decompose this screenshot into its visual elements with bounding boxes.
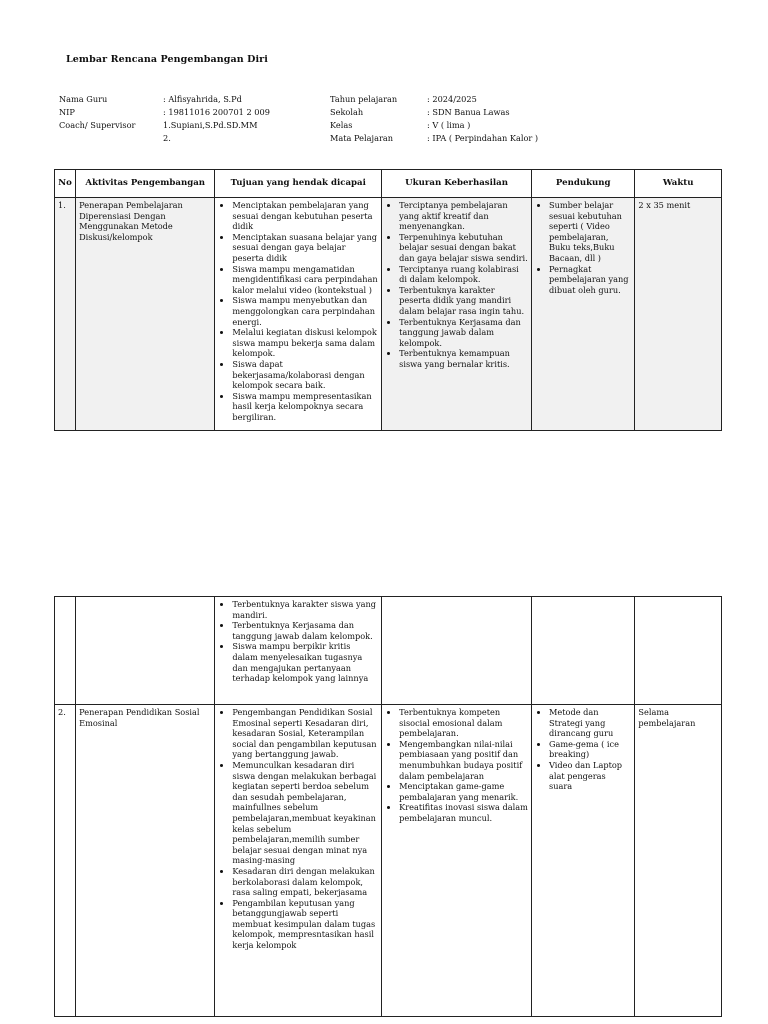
list-item: • Kreatifitas inovasi siswa dalam pembelajaran muncul. — [399, 802, 528, 823]
info-value: 1.Supiani,S.Pd.SD.MM — [163, 120, 258, 130]
list-item: • Siswa mampu mempresentasikan hasil kerja kelompoknya secara bergiliran. — [232, 391, 378, 423]
cell-waktu: 2 x 35 menit — [635, 198, 722, 431]
tujuan-list — [218, 200, 378, 422]
cell-no: 2. — [55, 705, 76, 1017]
table-row — [55, 597, 722, 705]
list-item: • Terbentuknya Kerjasama dan tanggung jawab dalam kelompok. — [232, 620, 378, 641]
cell-tujuan — [215, 705, 382, 1017]
cell-pendukung — [532, 198, 635, 431]
teacher-info — [59, 93, 270, 145]
info-value: : 19811016 200701 2 009 — [163, 107, 270, 117]
list-item: • Game-gema ( ice breaking) — [549, 739, 631, 760]
list-item: • Menciptakan suasana belajar yang sesuai dengan gaya belajar peserta didik — [232, 232, 378, 264]
class-info — [330, 93, 538, 145]
tujuan-list — [218, 599, 378, 684]
info-row-sekolah — [330, 106, 538, 119]
header-aktivitas: Aktivitas Pengembangan — [76, 170, 215, 198]
list-item: • Metode dan Strategi yang dirancang guru — [549, 707, 631, 739]
info-key: Tahun pelajaran — [330, 94, 398, 104]
info-key: Sekolah — [330, 107, 364, 117]
list-item: • Terbentuknya karakter siswa yang mandiri. — [232, 599, 378, 620]
list-item: • Melalui kegiatan diskusi kelompok siswa mampu bekerja sama dalam kelompok. — [232, 327, 378, 359]
cell-aktivitas: Penerapan Pendidikan Sosial Emosinal — [76, 705, 215, 1017]
tujuan-list — [218, 707, 378, 951]
cell-pendukung — [532, 597, 635, 705]
list-item: • Kesadaran diri dengan melakukan berkolaborasi dalam kelompok, rasa saling empati, bekerjasama — [232, 866, 378, 898]
info-row-nip — [59, 106, 270, 119]
pendukung-list — [535, 200, 631, 295]
header-tujuan: Tujuan yang hendak dicapai — [215, 170, 382, 198]
list-item: • Terbentuknya karakter peserta didik yang mandiri dalam belajar rasa ingin tahu. — [399, 285, 528, 317]
list-item: • Pernagkat pembelajaran yang dibuat oleh guru. — [549, 264, 631, 296]
document-title: Lembar Rencana Pengembangan Diri — [66, 54, 268, 65]
cell-ukuran — [382, 198, 532, 431]
list-item: • Terciptanya ruang kolabirasi di dalam kelompok. — [399, 264, 528, 285]
cell-ukuran — [382, 597, 532, 705]
list-item: • Memunculkan kesadaran diri siswa dengan melakukan berbagai kegiatan seperti berdoa sebelum dan sesudah pembelajaran, mainfullnes sebelum pembelajaran,membuat keyakinan kelas sebelum pembelajaran,memilih sumber belajar sesuai dengan minat nya masing-masing — [232, 760, 378, 866]
cell-aktivitas: Penerapan Pembelajaran Diperensiasi Dengan Menggunakan Metode Diskusi/kelompok — [76, 198, 215, 431]
list-item: • Siswa mampu mengamatidan mengidentifikasi cara perpindahan kalor melalui video (kontekstual ) — [232, 264, 378, 296]
info-value: 2. — [163, 133, 171, 143]
cell-pendukung — [532, 705, 635, 1017]
list-item: • Sumber belajar sesuai kebutuhan seperti ( Video pembelajaran, Buku teks,Buku Bacaan, dll ) — [549, 200, 631, 264]
list-item: • Terpenuhinya kebutuhan belajar sesuai dengan bakat dan gaya belajar siswa sendiri. — [399, 232, 528, 264]
info-value: : 2024/2025 — [427, 94, 477, 104]
list-item: • Pengambilan keputusan yang betanggungjawab seperti membuat kesimpulan dalam tugas kelompok, mempresntasikan hasil kerja kelompok — [232, 898, 378, 951]
list-item: • Pengembangan Pendidikan Sosial Emosinal seperti Kesadaran diri, kesadaran Sosial, Keterampilan social dan pengambilan keputusan yang bertanggung jawab. — [232, 707, 378, 760]
info-key: Mata Pelajaran — [330, 133, 394, 143]
cell-no: 1. — [55, 198, 76, 431]
ukuran-list — [385, 707, 528, 824]
info-row-tahun — [330, 93, 538, 106]
list-item: • Menciptakan game-game pembalajaran yang menarik. — [399, 781, 528, 802]
info-row-coach — [59, 119, 270, 132]
info-key: Nama Guru — [59, 94, 108, 104]
info-key: NIP — [59, 107, 75, 117]
development-plan-table-continued — [54, 596, 722, 1017]
list-item: • Video dan Laptop alat pengeras suara — [549, 760, 631, 792]
document-page-2 — [0, 596, 768, 1024]
info-row-mapel — [330, 132, 538, 145]
info-row-nama-guru — [59, 93, 270, 106]
info-value: : IPA ( Perpindahan Kalor ) — [427, 133, 539, 143]
header-ukuran: Ukuran Keberhasilan — [382, 170, 532, 198]
info-value: : Alfisyahrida, S.Pd — [163, 94, 242, 104]
info-row-kelas — [330, 119, 538, 132]
page-break — [0, 470, 768, 596]
header-pendukung: Pendukung — [532, 170, 635, 198]
development-plan-table — [54, 169, 722, 431]
ukuran-list — [385, 200, 528, 370]
cell-tujuan — [215, 198, 382, 431]
list-item: • Terbentuknya kemampuan siswa yang bernalar kritis. — [399, 348, 528, 369]
info-value: : V ( lima ) — [427, 120, 471, 130]
pendukung-list — [535, 707, 631, 792]
info-row-coach-2 — [59, 132, 270, 145]
list-item: • Mengembangkan nilai-nilai pembiasaan yang positif dan menumbuhkan budaya positif dalam pembelajaran — [399, 739, 528, 781]
cell-ukuran — [382, 705, 532, 1017]
cell-waktu — [635, 597, 722, 705]
cell-no — [55, 597, 76, 705]
list-item: • Menciptakan pembelajaran yang sesuai dengan kebutuhan peserta didik — [232, 200, 378, 232]
table-header-row — [55, 170, 722, 198]
table-row — [55, 705, 722, 1017]
info-value: : SDN Banua Lawas — [427, 107, 510, 117]
list-item: • Terbentuknya Kerjasama dan tanggung jawab dalam kelompok. — [399, 317, 528, 349]
header-no: No — [55, 170, 76, 198]
header-waktu: Waktu — [635, 170, 722, 198]
list-item: • Terbentuknya kompeten sisocial emosional dalam pembelajaran. — [399, 707, 528, 739]
table-row — [55, 198, 722, 431]
info-key: Coach/ Supervisor — [59, 120, 136, 130]
info-key: Kelas — [330, 120, 353, 130]
cell-waktu: Selama pembelajaran — [635, 705, 722, 1017]
list-item: • Siswa dapat bekerjasama/kolaborasi dengan kelompok secara baik. — [232, 359, 378, 391]
cell-tujuan — [215, 597, 382, 705]
document-page-1 — [0, 0, 768, 470]
list-item: • Siswa mampu menyebutkan dan menggolongkan cara perpindahan energi. — [232, 295, 378, 327]
list-item: • Terciptanya pembelajaran yang aktif kreatif dan menyenangkan. — [399, 200, 528, 232]
cell-aktivitas — [76, 597, 215, 705]
list-item: • Siswa mampu berpikir kritis dalam menyelesaikan tugasnya dan mengajukan pertanyaan terhadap kelompok yang lainnya — [232, 641, 378, 683]
